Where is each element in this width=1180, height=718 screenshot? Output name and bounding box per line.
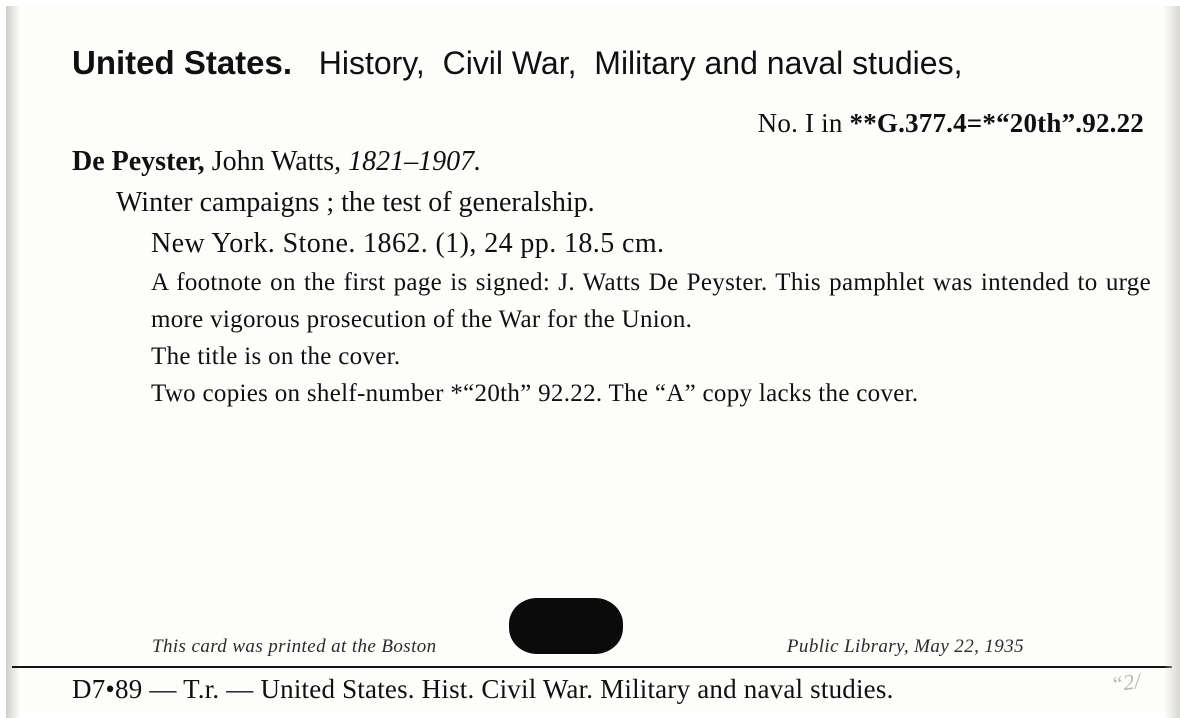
subject-heading-part-2: Civil War, [442, 45, 577, 81]
author-surname: De Peyster, [72, 146, 205, 177]
subject-heading-main: United States. [72, 44, 293, 81]
notes-block [151, 264, 1151, 412]
call-number-classmark: **G.377.4=*“20th”.92.22 [849, 108, 1144, 138]
printing-credit-left: This card was printed at the Boston [152, 636, 437, 657]
call-number-in: in [814, 108, 850, 138]
call-number-prefix: No. [757, 108, 805, 138]
subject-heading-part-3: Military and naval studies, [594, 45, 963, 81]
printing-credit-right: Public Library, May 22, 1935 [786, 636, 1024, 657]
author-forenames: John Watts, [204, 146, 349, 177]
call-number [758, 108, 1144, 139]
ink-blot-mark [509, 598, 623, 654]
note-1: A footnote on the first page is signed: J. Watts De Peyster. This pamphlet was intended to urge more vigorous prosecution of the War for the Union. [151, 269, 1151, 333]
imprint-statement: New York. Stone. 1862. (1), 24 pp. 18.5 cm. [151, 228, 665, 259]
subject-heading-part-1: History, [318, 45, 425, 81]
note-3: Two copies on shelf-number *“20th” 92.22. The “A” copy lacks the cover. [151, 380, 919, 407]
tracing-line: D7•89 — T.r. — United States. Hist. Civil War. Military and naval studies. [72, 674, 894, 704]
note-2: The title is on the cover. [151, 343, 401, 370]
call-number-item: I [804, 108, 815, 138]
horizontal-rule [12, 666, 1172, 668]
author-dates: 1821–1907. [348, 146, 482, 177]
title-statement: Winter campaigns ; the test of generalship. [116, 187, 595, 218]
subject-heading [72, 44, 1162, 82]
pencil-annotation: “2/ [1108, 668, 1142, 697]
author-statement [72, 146, 481, 178]
